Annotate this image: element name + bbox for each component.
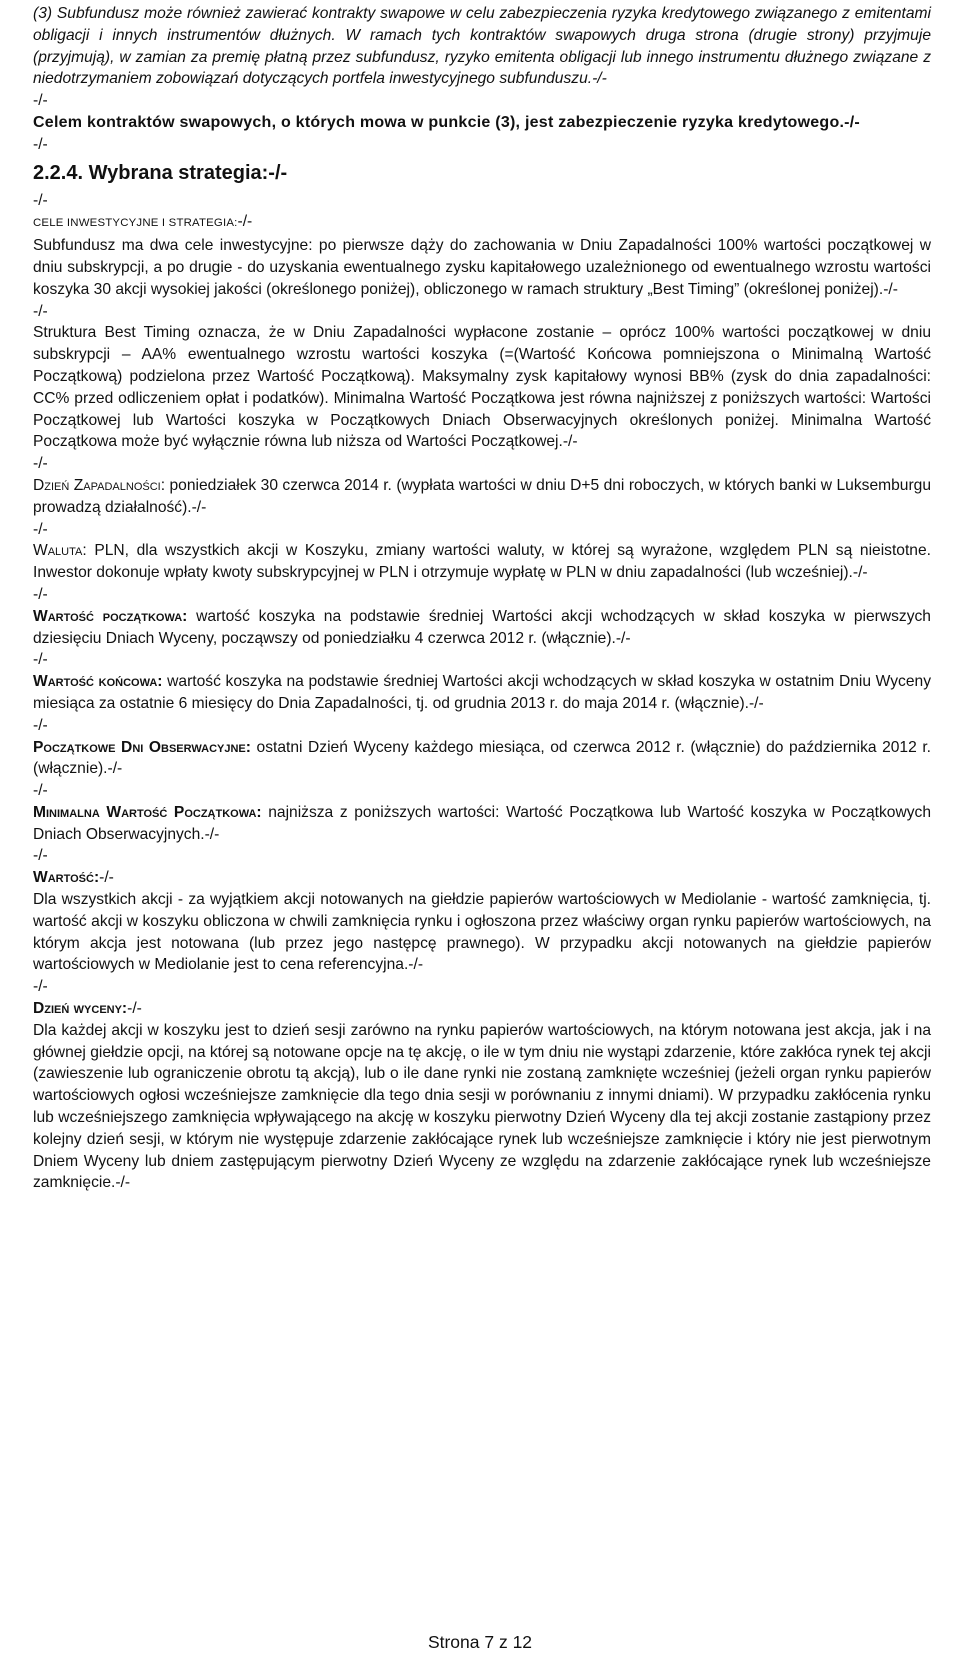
paragraph-valuation-day: Dla każdej akcji w koszyku jest to dzień sesji zarówno na rynku papierów wartościowych, na którym notowana jest akcja, jak i na głównej giełdzie opcji, na której są notowane opcje na tę akcję, o ile w tym dniu nie wystąpi zdarzenie, które zakłóca rynek tej akcji (zawieszenie lub ograniczenie obrotu tą akcją), lub o ile dane rynki nie zostaną zamknięte wcześniej (jeżeli organ rynku papierów wartościowych ogłosi wcześniejsze zamknięcie dla tego dnia sesji w porównaniu z innymi dniami). W przypadku zakłócenia rynku lub wcześniejszego zamknięcia wpływającego na akcję w koszyku pierwotny Dzień Wyceny dla tej akcji zostanie zastąpiony przez kolejny dzień sesji, w którym nie występuje zdarzenie zakłócające rynek lub wcześniejsze zamknięcie i który nie jest pierwotnym Dniem Wyceny lub dniem zastępującym pierwotny Dzień Wyceny ze względu na zdarzenie zakłócające rynek lub wcześniejsze zamknięcie.-/- bbox=[33, 1021, 931, 1192]
separator: -/- bbox=[33, 847, 48, 865]
term-label: Wartość: bbox=[33, 869, 100, 887]
paragraph-maturity-date bbox=[33, 475, 931, 519]
term-text: poniedziałek 30 czerwca 2014 r. (wypłata wartości w dniu D+5 dni roboczych, w których banki w Luksemburgu prowadzą działalność).-/- bbox=[33, 476, 931, 516]
label-suffix: -/- bbox=[237, 213, 253, 231]
label-valuation-day bbox=[33, 998, 931, 1020]
term-label: Minimalna Wartość Początkowa: bbox=[33, 803, 262, 821]
separator: -/- bbox=[33, 92, 48, 110]
term-label: Dzień Zapadalności: bbox=[33, 476, 166, 494]
paragraph-swap-contracts: (3) Subfundusz może również zawierać kontrakty swapowe w celu zabezpieczenia ryzyka kredytowego związanego z emitentami obligacji i innych instrumentów dłużnych. W ramach tych kontraktów swapowych druga strona (drugie strony) przyjmuje (przyjmują), w zamian za premię płatną przez subfundusz, ryzyko emitenta obligacji lub innego instrumentu dłużnego związane z niedotrzymaniem zobowiązań dotyczących portfela inwestycyjnego subfunduszu.-/- bbox=[33, 5, 931, 88]
term-text: ostatni Dzień Wyceny każdego miesiąca, od czerwca 2012 r. (włącznie) do października 2012 r. (włącznie).-/- bbox=[33, 738, 931, 778]
label-suffix: -/- bbox=[127, 1000, 142, 1018]
term-label: Dzień wyceny: bbox=[33, 1000, 128, 1018]
separator: -/- bbox=[33, 302, 48, 320]
term-text: PLN, dla wszystkich akcji w Koszyku, zmiany wartości waluty, w której są wyrażone, względem PLN są nieistotne. Inwestor dokonuje wpłaty kwoty subskrypcyjnej w PLN i otrzymuje wypłatę w PLN w dniu zapadalności (lub wcześniej).-/- bbox=[33, 542, 931, 582]
term-text: najniższa z poniższych wartości: Wartość Początkowa lub Wartość koszyka w Początkowych Dniach Obserwacyjnych.-/- bbox=[33, 803, 931, 843]
paragraph-best-timing: Struktura Best Timing oznacza, że w Dniu Zapadalności wypłacone zostanie – oprócz 100% wartości początkowej w dniu subskrypcji – AA% ewentualnego wzrostu wartości koszyka (=(Wartość Końcowa pomniejszona o Minimalną Wartość Początkową) podzielona przez Wartość Początkową). Maksymalny zysk kapitałowy wynosi BB% (zysk do dnia zapadalności: CC% przed odliczeniem opłat i podatków). Minimalna Wartość Początkowa jest równa najniższej z poniższych wartości: Wartości Początkowej lub Wartości koszyka w Początkowych Dniach Obserwacyjnych określonych poniżej. Minimalna Wartość Początkowa może być wyłącznie równa lub niższa od Wartości Początkowej.-/- bbox=[33, 324, 931, 451]
paragraph-observation-days bbox=[33, 737, 931, 781]
label-suffix: -/- bbox=[99, 869, 114, 887]
label-value bbox=[33, 867, 931, 889]
paragraph-initial-value bbox=[33, 606, 931, 650]
separator: -/- bbox=[33, 520, 48, 538]
separator: -/- bbox=[33, 716, 48, 734]
document-page bbox=[33, 3, 931, 1194]
separator: -/- bbox=[33, 978, 48, 996]
separator: -/- bbox=[33, 191, 48, 209]
paragraph-swap-purpose: Celem kontraktów swapowych, o których mowa w punkcie (3), jest zabezpieczenie ryzyka kredytowego.-/- bbox=[33, 113, 861, 131]
term-text: wartość koszyka na podstawie średniej Wartości akcji wchodzących w skład koszyka w pierwszych dziesięciu Dniach Wyceny, począwszy od poniedziałku 4 czerwca 2012 r. (włącznie).-/- bbox=[33, 607, 931, 647]
term-label: Początkowe Dni Obserwacyjne: bbox=[33, 738, 251, 756]
page-footer: Strona 7 z 12 bbox=[427, 1632, 533, 1652]
term-text: wartość koszyka na podstawie średniej Wartości akcji wchodzących w skład koszyka w ostatnim Dniu Wyceny miesiąca za ostatnie 6 miesięcy do Dnia Zapadalności, tj. od grudnia 2013 r. do maja 2014 r. (włącznie).-/- bbox=[33, 673, 931, 712]
paragraph-value: Dla wszystkich akcji - za wyjątkiem akcji notowanych na giełdzie papierów wartościowych w Mediolanie - wartość zamknięcia, tj. wartość akcji w koszyku obliczona w chwili zamknięcia rynku i ogłoszona przez właściwy organ rynku papierów wartościowych, na którym akcja jest notowana (lub przez jego następcę prawnego). W przypadku akcji notowanych na giełdzie papierów wartościowych w Mediolanie jest to cena referencyjna.-/- bbox=[33, 891, 931, 974]
separator: -/- bbox=[33, 651, 48, 669]
label-text: CELE INWESTYCYJNE I STRATEGIA: bbox=[33, 217, 238, 230]
label-investment-goals bbox=[33, 211, 931, 235]
paragraph-minimal-initial-value bbox=[33, 802, 931, 846]
section-heading: 2.2.4. Wybrana strategia:-/- bbox=[33, 161, 288, 184]
paragraph-final-value bbox=[33, 671, 931, 715]
paragraph-investment-goals: Subfundusz ma dwa cele inwestycyjne: po pierwsze dąży do zachowania w Dniu Zapadalności 100% wartości początkowej w dniu subskrypcji, a po drugie - do uzyskania ewentualnego zysku kapitałowego uzależnionego od ewentualnego wzrostu wartości koszyka 30 akcji wysokiej jakości (określonego poniżej), obliczonego w ramach struktury „Best Timing” (określonej poniżej).-/- bbox=[33, 237, 931, 298]
term-label: Wartość początkowa: bbox=[33, 607, 188, 625]
term-label: Wartość końcowa: bbox=[33, 673, 163, 691]
separator: -/- bbox=[33, 585, 48, 603]
paragraph-currency bbox=[33, 540, 931, 584]
term-label: Waluta: bbox=[33, 542, 87, 560]
separator: -/- bbox=[33, 135, 48, 153]
separator: -/- bbox=[33, 782, 48, 800]
separator: -/- bbox=[33, 455, 48, 473]
